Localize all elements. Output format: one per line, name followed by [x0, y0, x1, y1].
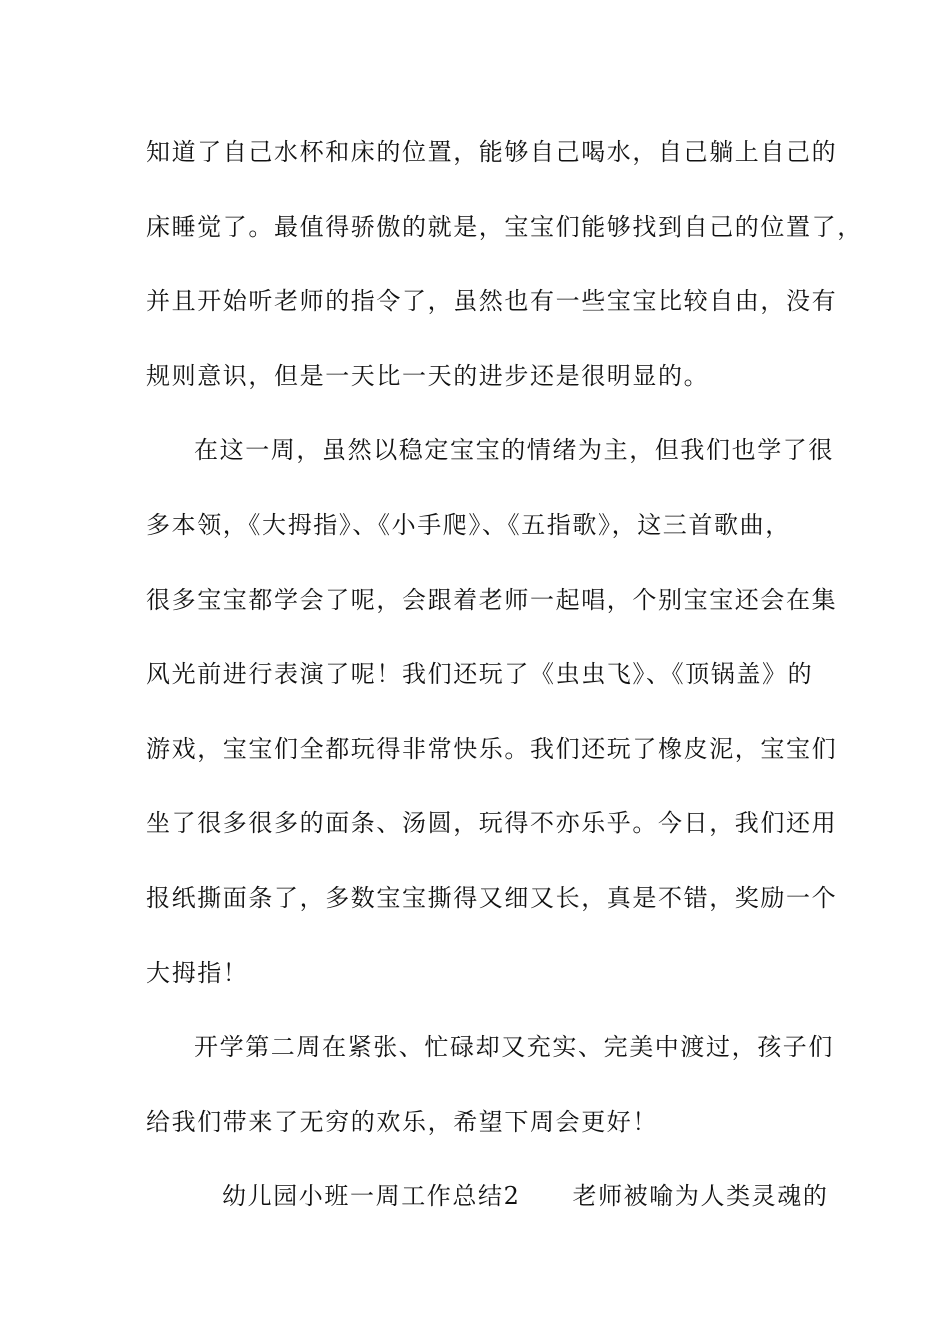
text-line: 坐了很多很多的面条、汤圆，玩得不亦乐乎。今日，我们还用	[146, 809, 838, 838]
text-line: 在这一周，虽然以稳定宝宝的情绪为主，但我们也学了很	[194, 436, 834, 465]
text-line: 规则意识，但是一天比一天的进步还是很明显的。	[146, 361, 710, 390]
text-line: 开学第二周在紧张、忙碌却又充实、完美中渡过，孩子们	[194, 1033, 834, 1062]
text-line: 游戏，宝宝们全都玩得非常快乐。我们还玩了橡皮泥，宝宝们	[146, 734, 838, 763]
text-line: 风光前进行表演了呢！我们还玩了《虫虫飞》、《顶锅盖》的	[146, 660, 814, 689]
text-line: 床睡觉了。最值得骄傲的就是，宝宝们能够找到自己的位置了，	[146, 212, 863, 241]
text-line: 很多宝宝都学会了呢，会跟着老师一起唱，个别宝宝还会在集	[146, 585, 838, 614]
text-line: 知道了自己水杯和床的位置，能够自己喝水，自己躺上自己的	[146, 138, 838, 166]
paragraph-3	[146, 1021, 834, 1170]
text-line: 报纸撕面条了，多数宝宝撕得又细又长，真是不错，奖励一个	[146, 883, 838, 912]
text-line: 给我们带来了无穷的欢乐，希望下周会更好！	[146, 1107, 658, 1136]
text-line: 多本领，《大拇指》、《小手爬》、《五指歌》，这三首歌曲，	[146, 510, 791, 539]
section-title: 幼儿园小班一周工作总结2	[222, 1182, 521, 1211]
text-line: 大拇指！	[146, 958, 249, 987]
paragraph-2	[146, 424, 838, 1021]
section-continuation-text: 老师被喻为人类灵魂的	[572, 1182, 829, 1211]
text-line: 并且开始听老师的指令了，虽然也有一些宝宝比较自由，没有	[146, 287, 838, 316]
document-body	[146, 126, 863, 1245]
section-heading-line	[146, 1170, 829, 1245]
paragraph-1	[146, 126, 863, 424]
